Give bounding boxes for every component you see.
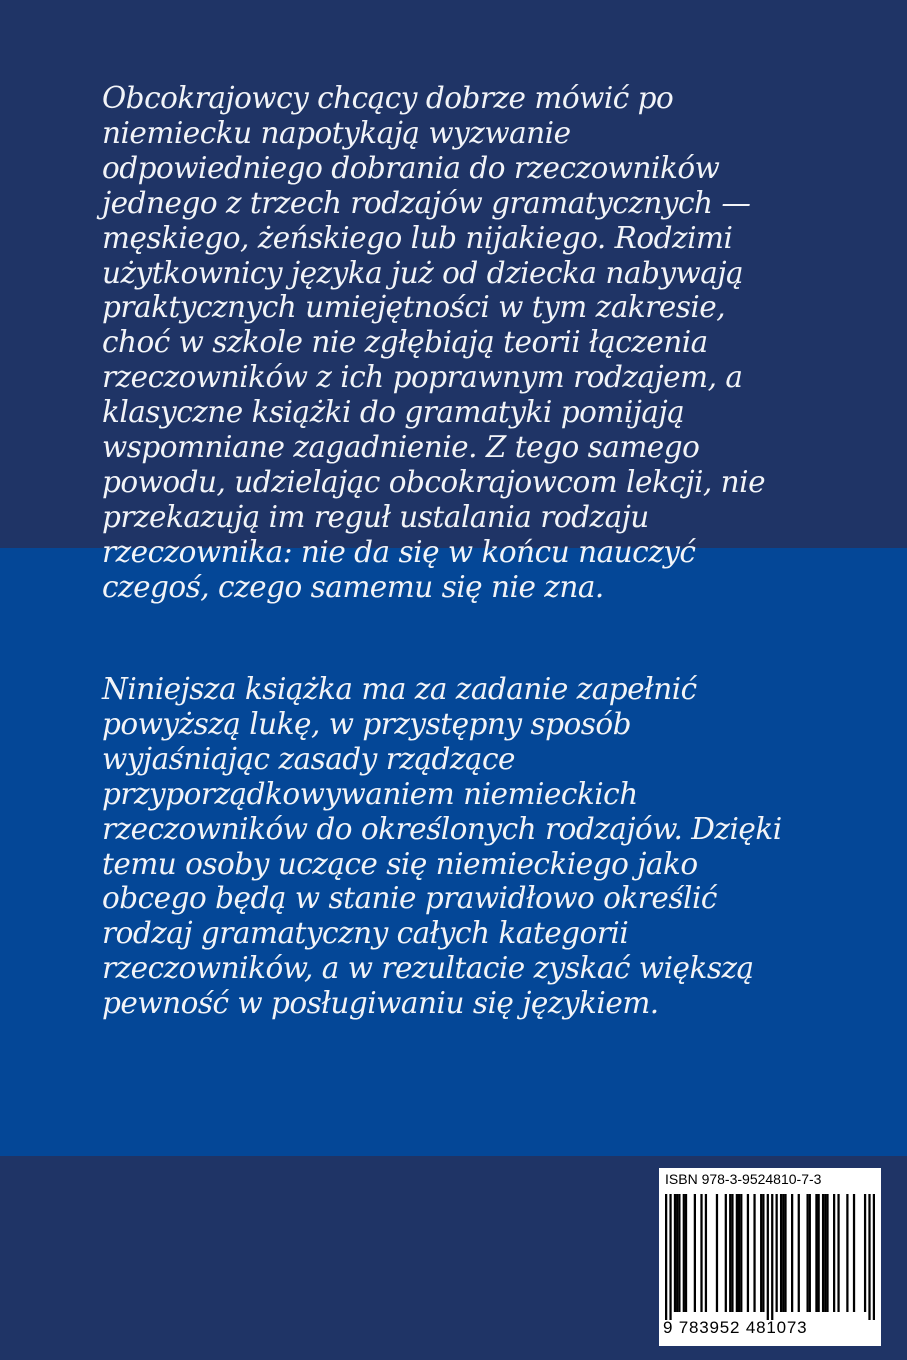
- barcode-bar: [716, 1194, 718, 1312]
- barcode-bar: [791, 1194, 793, 1312]
- barcode-bar: [806, 1194, 808, 1312]
- barcode-bar: [725, 1194, 727, 1312]
- isbn-label: ISBN 978-3-9524810-7-3: [665, 1171, 822, 1187]
- barcode-bar: [736, 1194, 738, 1312]
- barcode-bar: [753, 1194, 755, 1312]
- isbn-barcode: [659, 1168, 881, 1346]
- barcode-bar: [782, 1194, 784, 1312]
- blurb-line: wyjaśniając zasady rządzące: [102, 741, 515, 776]
- barcode-bar: [669, 1194, 671, 1320]
- barcode-bar: [731, 1194, 733, 1312]
- barcode-bar: [864, 1194, 866, 1312]
- blurb-line: jednego z trzech rodzajów gramatycznych —: [102, 185, 751, 220]
- blurb-line: odpowiedniego dobrania do rzeczowników: [102, 150, 720, 185]
- blurb-line: wspomniane zagadnienie. Z tego samego: [102, 430, 700, 465]
- barcode-bar: [798, 1194, 800, 1312]
- blurb-line: powodu, udzielając obcokrajowcom lekcji, nie: [102, 464, 766, 499]
- barcode-bar: [826, 1194, 828, 1312]
- barcode-bar: [694, 1194, 696, 1312]
- barcode-bar: [846, 1194, 848, 1312]
- barcode-bar: [784, 1194, 786, 1312]
- blurb-line: czegoś, czego samemu się nie zna.: [102, 569, 604, 604]
- barcode-bar: [705, 1194, 707, 1312]
- barcode-bar: [837, 1194, 839, 1312]
- barcode-bar: [809, 1194, 811, 1312]
- blurb-line: choć w szkole nie zgłębiają teorii łączenia: [102, 325, 708, 360]
- barcode-bar: [740, 1194, 742, 1312]
- barcode-bar: [665, 1194, 667, 1320]
- barcode-bar: [685, 1194, 687, 1312]
- barcode-bar: [747, 1194, 749, 1312]
- blurb-line: obcego będą w stanie prawidłowo określić: [102, 881, 717, 916]
- barcode-bar: [762, 1194, 764, 1312]
- blurb-line: przekazują im reguł ustalania rodzaju: [102, 499, 649, 534]
- barcode-bar: [822, 1194, 824, 1312]
- blurb-line: powyższą lukę, w przystępny sposób: [102, 706, 632, 741]
- blurb-line: rzeczownika: nie da się w końcu nauczyć: [102, 534, 696, 569]
- barcode-bar: [780, 1194, 782, 1312]
- blurb-line: Obcokrajowcy chcący dobrze mówić po: [102, 81, 674, 115]
- blurb-line: praktycznych umiejętności w tym zakresie,: [102, 290, 726, 325]
- barcode-bar: [674, 1194, 676, 1312]
- blurb-paragraph-2: [102, 672, 822, 1021]
- barcode-bar: [868, 1194, 870, 1320]
- blurb-line: Niniejsza książka ma za zadanie zapełnić: [102, 672, 697, 706]
- barcode-bar: [767, 1194, 769, 1320]
- barcode-bar: [700, 1194, 702, 1312]
- barcode-bar: [815, 1194, 817, 1312]
- barcode-bar: [678, 1194, 680, 1312]
- blurb-line: pewność w posługiwaniu się językiem.: [102, 986, 659, 1021]
- barcode-bars: [665, 1194, 875, 1320]
- barcode-bar: [676, 1194, 678, 1312]
- barcode-bar: [729, 1194, 731, 1312]
- barcode-bar: [833, 1194, 835, 1312]
- barcode-bar: [824, 1194, 826, 1312]
- blurb-line: rzeczowników do określonych rodzajów. Dzięki: [102, 811, 782, 846]
- ean-digits: 9 783952 481073: [663, 1318, 808, 1337]
- blurb-line: męskiego, żeńskiego lub nijakiego. Rodzimi: [102, 220, 733, 255]
- barcode-bar: [873, 1194, 875, 1320]
- blurb-line: rodzaj gramatyczny całych kategorii: [102, 916, 629, 951]
- blurb-line: rzeczowników z ich poprawnym rodzajem, a: [102, 360, 743, 395]
- barcode-bar: [738, 1194, 740, 1312]
- barcode-bar: [818, 1194, 820, 1312]
- barcode-bar: [683, 1194, 685, 1312]
- blurb-line: użytkownicy języka już od dziecka nabywają: [102, 255, 744, 290]
- barcode-bar: [771, 1194, 773, 1320]
- barcode-bar: [776, 1194, 778, 1312]
- blurb-line: rzeczowników, a w rezultacie zyskać większą: [102, 951, 754, 986]
- blurb-line: temu osoby uczące się niemieckiego jako: [102, 846, 698, 881]
- blurb-line: niemiecku napotykają wyzwanie: [102, 115, 571, 150]
- blurb-line: przyporządkowywaniem niemieckich: [102, 776, 638, 811]
- barcode-bar: [853, 1194, 855, 1312]
- barcode-bar: [760, 1194, 762, 1312]
- blurb-line: klasyczne książki do gramatyki pomijają: [102, 395, 685, 430]
- blurb-paragraph-1: [102, 81, 822, 605]
